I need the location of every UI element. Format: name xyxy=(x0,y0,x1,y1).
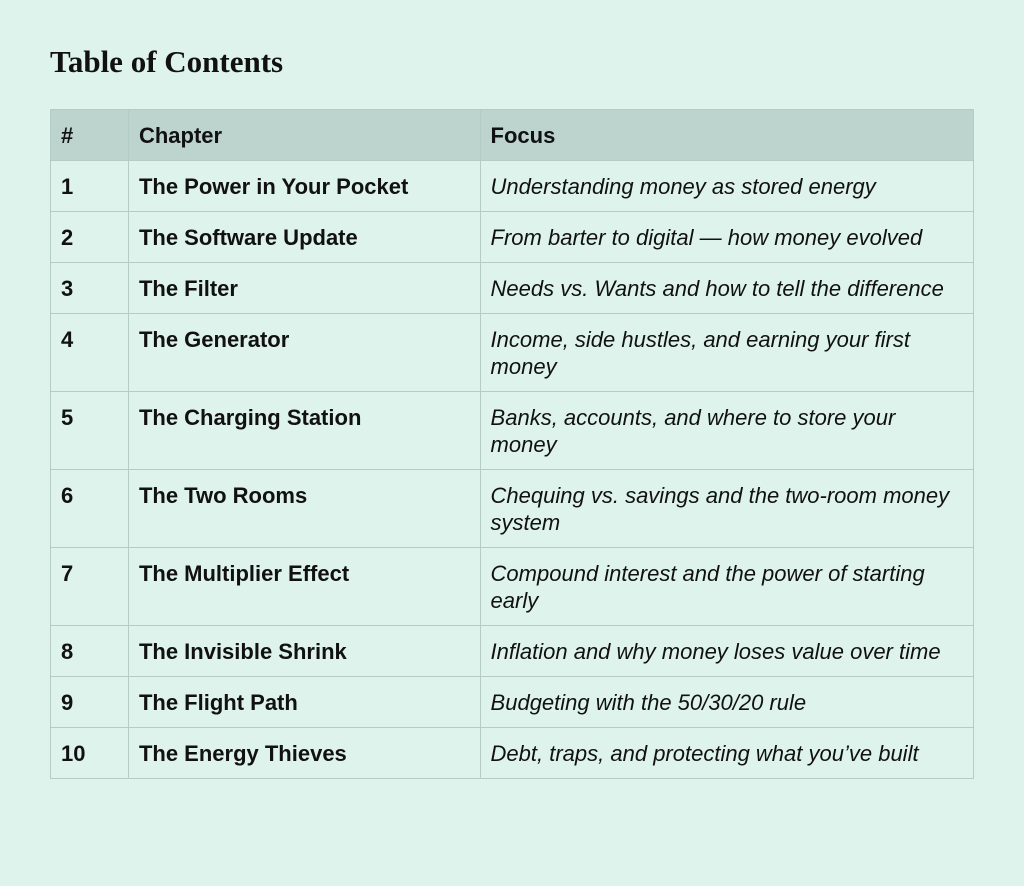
chapter-focus: Chequing vs. savings and the two-room money system xyxy=(480,470,973,548)
chapter-focus: Understanding money as stored energy xyxy=(480,161,973,212)
table-of-contents xyxy=(50,109,974,779)
table-row xyxy=(51,626,974,677)
chapter-title: The Charging Station xyxy=(128,392,480,470)
chapter-number: 6 xyxy=(51,470,129,548)
table-row xyxy=(51,263,974,314)
chapter-number: 7 xyxy=(51,548,129,626)
column-header-number: # xyxy=(51,110,129,161)
table-row xyxy=(51,314,974,392)
chapter-focus: From barter to digital — how money evolved xyxy=(480,212,973,263)
chapter-title: The Filter xyxy=(128,263,480,314)
table-row xyxy=(51,470,974,548)
column-header-focus: Focus xyxy=(480,110,973,161)
chapter-number: 5 xyxy=(51,392,129,470)
table-row xyxy=(51,677,974,728)
table-row xyxy=(51,728,974,779)
table-row xyxy=(51,161,974,212)
chapter-focus: Inflation and why money loses value over time xyxy=(480,626,973,677)
chapter-number: 1 xyxy=(51,161,129,212)
table-body xyxy=(51,161,974,779)
header-row xyxy=(51,110,974,161)
chapter-focus: Compound interest and the power of starting early xyxy=(480,548,973,626)
chapter-focus: Banks, accounts, and where to store your money xyxy=(480,392,973,470)
chapter-title: The Power in Your Pocket xyxy=(128,161,480,212)
chapter-number: 10 xyxy=(51,728,129,779)
chapter-number: 3 xyxy=(51,263,129,314)
table-row xyxy=(51,392,974,470)
chapter-number: 9 xyxy=(51,677,129,728)
table-row xyxy=(51,212,974,263)
chapter-title: The Two Rooms xyxy=(128,470,480,548)
column-header-chapter: Chapter xyxy=(128,110,480,161)
chapter-title: The Generator xyxy=(128,314,480,392)
chapter-focus: Needs vs. Wants and how to tell the difference xyxy=(480,263,973,314)
chapter-title: The Energy Thieves xyxy=(128,728,480,779)
chapter-number: 8 xyxy=(51,626,129,677)
chapter-title: The Flight Path xyxy=(128,677,480,728)
chapter-title: The Invisible Shrink xyxy=(128,626,480,677)
table-row xyxy=(51,548,974,626)
chapter-number: 4 xyxy=(51,314,129,392)
chapter-title: The Software Update xyxy=(128,212,480,263)
chapter-focus: Debt, traps, and protecting what you’ve built xyxy=(480,728,973,779)
table-header xyxy=(51,110,974,161)
chapter-title: The Multiplier Effect xyxy=(128,548,480,626)
page-title: Table of Contents xyxy=(50,44,284,79)
chapter-focus: Income, side hustles, and earning your first money xyxy=(480,314,973,392)
chapter-focus: Budgeting with the 50/30/20 rule xyxy=(480,677,973,728)
chapter-number: 2 xyxy=(51,212,129,263)
